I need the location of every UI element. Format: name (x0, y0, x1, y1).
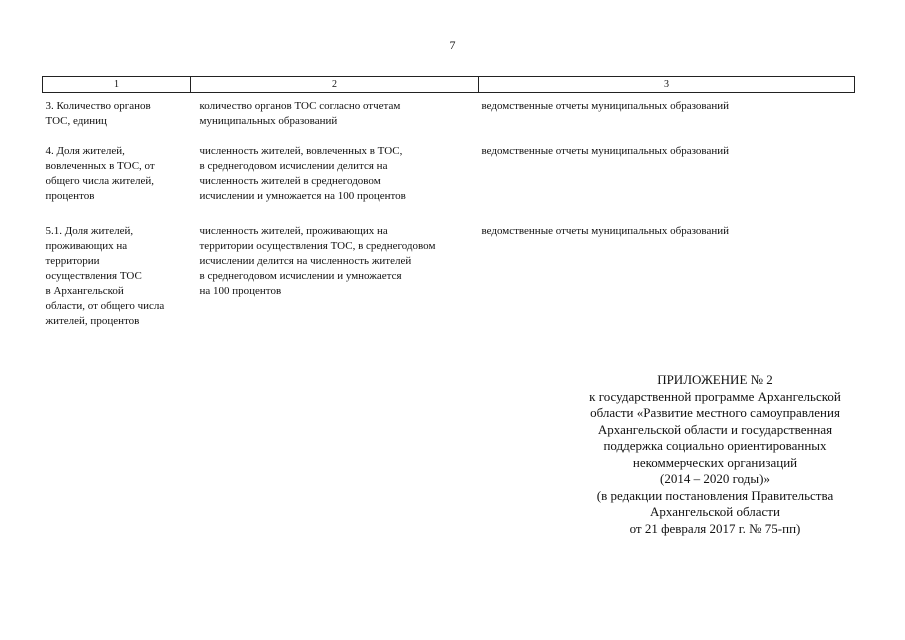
text-line: в среднегодовом исчислении и умножается (199, 270, 402, 282)
method-cell (191, 93, 479, 145)
method-cell (191, 144, 479, 224)
text-line: исчислении делится на численность жителей (199, 255, 412, 267)
text-line: муниципальных образований (199, 115, 338, 127)
table-row (43, 93, 855, 145)
text-line: в среднегодовом исчислении делится на (199, 160, 388, 172)
source-cell (479, 224, 855, 334)
source-cell (479, 144, 855, 224)
text-line: 3. Количество органов (45, 100, 151, 112)
text-line: ТОС, единиц (45, 115, 107, 127)
text-line: 4. Доля жителей, (45, 145, 125, 157)
indicator-cell (43, 144, 191, 224)
indicators-table (42, 76, 855, 334)
appendix-line: (в редакции постановления Правительства (596, 487, 834, 503)
text-line: численность жителей в среднегодовом (199, 175, 381, 187)
appendix-title: ПРИЛОЖЕНИЕ № 2 (657, 372, 773, 387)
text-line: проживающих на (45, 240, 128, 252)
text-line: вовлеченных в ТОС, от (45, 160, 155, 172)
text-line: осуществления ТОС (45, 270, 142, 282)
table-row (43, 224, 855, 334)
column-header-3: 3 (479, 77, 855, 93)
text-line: ведомственные отчеты муниципальных образований (481, 145, 729, 157)
appendix-line: Архангельской области и государственная (597, 421, 833, 437)
appendix-heading-block (550, 372, 880, 537)
text-line: на 100 процентов (199, 285, 282, 297)
table-row (43, 144, 855, 224)
column-header-1: 1 (43, 77, 191, 93)
text-line: процентов (45, 190, 95, 202)
appendix-line: Архангельской области (650, 504, 780, 519)
text-line: исчислении и умножается на 100 процентов (199, 190, 406, 202)
appendix-line: от 21 февраля 2017 г. № 75-пп) (629, 520, 801, 536)
method-cell (191, 224, 479, 334)
text-line: области, от общего числа (45, 300, 165, 312)
text-line: территории (45, 255, 100, 267)
text-line: 5.1. Доля жителей, (45, 225, 134, 237)
column-header-2: 2 (191, 77, 479, 93)
source-cell (479, 93, 855, 145)
text-line: ведомственные отчеты муниципальных образований (481, 225, 729, 237)
appendix-line: (2014 – 2020 годы)» (660, 471, 770, 486)
appendix-line: к государственной программе Архангельской (589, 388, 841, 404)
text-line: количество органов ТОС согласно отчетам (199, 100, 401, 112)
text-line: жителей, процентов (45, 315, 140, 327)
text-line: численность жителей, проживающих на (199, 225, 388, 237)
appendix-line: поддержка социально ориентированных (603, 438, 827, 453)
text-line: ведомственные отчеты муниципальных образований (481, 100, 729, 112)
text-line: территории осуществления ТОС, в среднегодовом (199, 240, 436, 252)
appendix-line: некоммерческих организаций (632, 454, 798, 470)
table-header-row (43, 77, 855, 93)
text-line: общего числа жителей, (45, 175, 155, 187)
page-number: 7 (449, 38, 456, 52)
text-line: в Архангельской (45, 285, 124, 297)
appendix-line: области «Развитие местного самоуправления (590, 405, 840, 420)
text-line: численность жителей, вовлеченных в ТОС, (199, 145, 403, 157)
indicator-cell (43, 224, 191, 334)
indicator-cell (43, 93, 191, 145)
